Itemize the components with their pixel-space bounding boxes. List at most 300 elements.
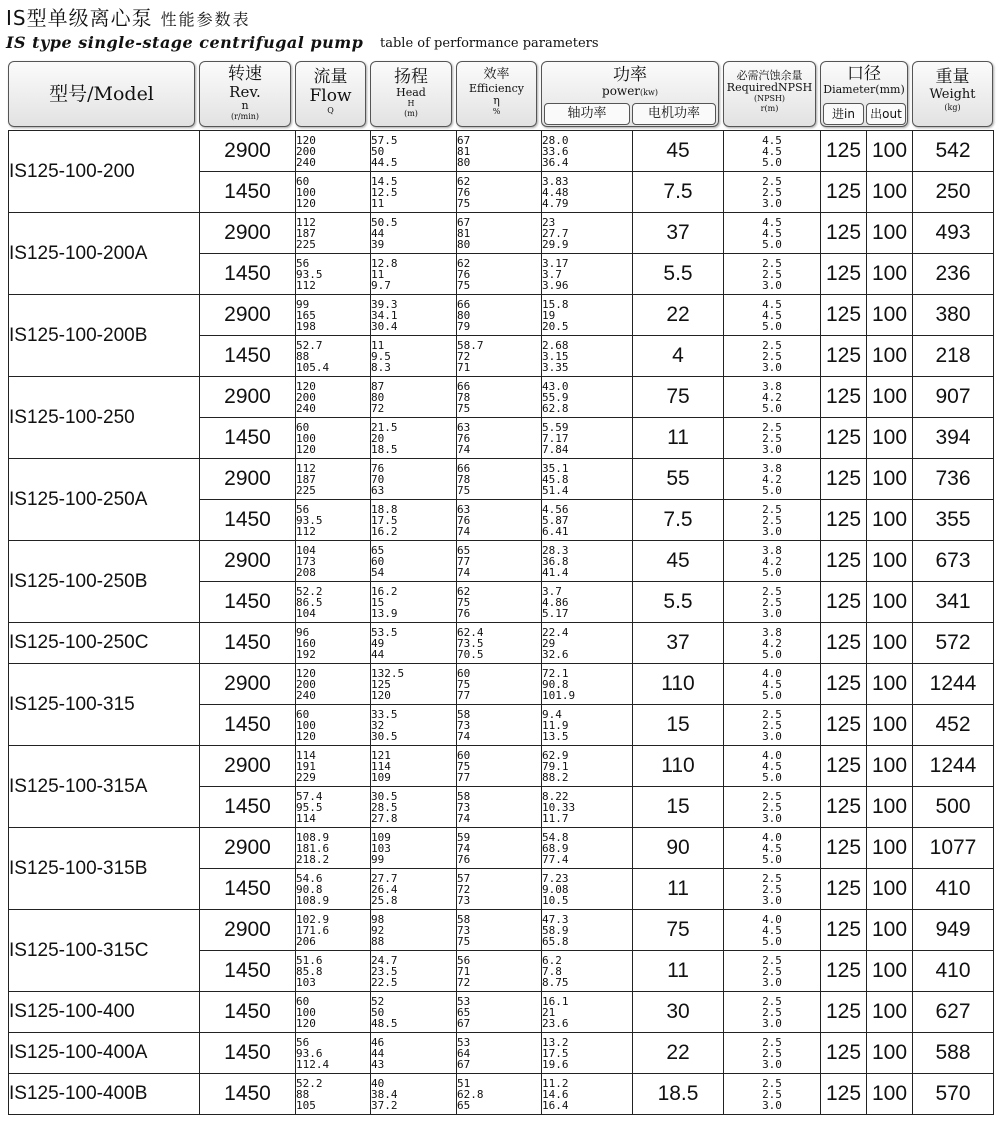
header-dia-cn: 口径 (847, 64, 881, 84)
npsh-cell-value: 4.2 (762, 554, 782, 568)
npsh-cell-value: 3.0 (762, 196, 782, 210)
header-npsh-cn: 必需汽蚀余量 (736, 69, 803, 82)
shaft-power-cell-value: 7.23 (542, 871, 569, 885)
flow-cell-value: 100 (296, 718, 316, 732)
head-cell-value: 50 (371, 1005, 385, 1019)
npsh-cell-value: 2.5 (762, 349, 782, 363)
rev-cell: 1450 (200, 705, 296, 746)
flow-cell-value: 198 (296, 319, 316, 333)
shaft-power-cell-value: 58.9 (542, 923, 569, 937)
efficiency-cell-value: 73 (457, 923, 471, 937)
efficiency-cell (457, 951, 542, 992)
shaft-power-cell (542, 705, 633, 746)
shaft-power-cell-value: 4.48 (542, 185, 569, 199)
flow-cell-value: 240 (296, 688, 316, 702)
header-row (0, 58, 1000, 130)
head-cell-value: 121 (371, 748, 391, 762)
efficiency-cell (457, 746, 542, 787)
head-cell (371, 254, 457, 295)
npsh-cell (724, 336, 821, 377)
shaft-power-cell-value: 28.0 (542, 133, 569, 147)
head-cell-value: 27.7 (371, 871, 398, 885)
head-cell (371, 500, 457, 541)
shaft-power-cell-value: 9.08 (542, 882, 569, 896)
shaft-power-cell-value: 20.5 (542, 319, 569, 333)
efficiency-cell (457, 664, 542, 705)
npsh-cell-value: 5.0 (762, 565, 782, 579)
efficiency-cell-value: 62 (457, 584, 471, 598)
diameter-in-cell: 125 (821, 828, 867, 869)
head-cell-value: 15 (371, 595, 385, 609)
head-cell-value: 132.5 (371, 666, 405, 680)
npsh-cell (724, 418, 821, 459)
npsh-cell-value: 5.0 (762, 770, 782, 784)
diameter-in-cell: 125 (821, 787, 867, 828)
efficiency-cell-value: 77 (457, 554, 471, 568)
header-head-cn: 扬程 (394, 67, 428, 87)
flow-cell-value: 240 (296, 155, 316, 169)
shaft-power-cell-value: 8.22 (542, 789, 569, 803)
head-cell (371, 623, 457, 664)
npsh-cell-value: 2.5 (762, 871, 782, 885)
header-npsh (723, 61, 816, 127)
flow-cell-value: 104 (296, 543, 316, 557)
efficiency-cell-value: 58.7 (457, 338, 484, 352)
table-row (9, 295, 994, 336)
flow-cell-value: 51.6 (296, 953, 323, 967)
efficiency-cell (457, 992, 542, 1033)
diameter-in-cell: 125 (821, 582, 867, 623)
flow-cell-value: 191 (296, 759, 316, 773)
efficiency-cell (457, 582, 542, 623)
header-shaft-power: 轴功率 (544, 103, 630, 125)
header-head-sym: H (407, 99, 415, 108)
head-cell (371, 541, 457, 582)
flow-cell-value: 105.4 (296, 360, 330, 374)
efficiency-cell-value: 76 (457, 852, 471, 866)
shaft-power-cell-value: 13.2 (542, 1035, 569, 1049)
model-cell: IS125-100-315A (9, 746, 200, 828)
flow-cell-value: 52.2 (296, 1076, 323, 1090)
flow-cell (296, 377, 371, 418)
flow-cell-value: 112 (296, 461, 316, 475)
npsh-cell-value: 4.5 (762, 308, 782, 322)
motor-power-cell: 30 (633, 992, 724, 1033)
efficiency-cell-value: 73.5 (457, 636, 484, 650)
efficiency-cell (457, 172, 542, 213)
efficiency-cell (457, 705, 542, 746)
shaft-power-cell-value: 3.35 (542, 360, 569, 374)
npsh-cell-value: 3.0 (762, 278, 782, 292)
header-model-label: 型号/Model (49, 83, 154, 105)
diameter-out-cell: 100 (867, 254, 913, 295)
header-dia-out-en: out (882, 107, 902, 121)
flow-cell-value: 95.5 (296, 800, 323, 814)
npsh-cell-value: 3.0 (762, 1016, 782, 1030)
efficiency-cell (457, 1074, 542, 1115)
efficiency-cell (457, 787, 542, 828)
head-cell-value: 16.2 (371, 524, 398, 538)
flow-cell (296, 459, 371, 500)
npsh-cell-value: 5.0 (762, 688, 782, 702)
shaft-power-cell-value: 9.4 (542, 707, 562, 721)
shaft-power-cell-value: 16.4 (542, 1098, 569, 1112)
efficiency-cell-value: 62.4 (457, 625, 484, 639)
npsh-cell-value: 4.0 (762, 830, 782, 844)
header-flow-en: Flow (309, 86, 352, 106)
head-cell-value: 37.2 (371, 1098, 398, 1112)
table-row (9, 746, 994, 787)
head-cell-value: 38.4 (371, 1087, 398, 1101)
shaft-power-cell-value: 36.8 (542, 554, 569, 568)
weight-cell: 380 (913, 295, 994, 336)
efficiency-cell-value: 75 (457, 196, 471, 210)
head-cell (371, 664, 457, 705)
motor-power-cell: 11 (633, 951, 724, 992)
head-cell (371, 377, 457, 418)
shaft-power-cell-value: 3.7 (542, 267, 562, 281)
header-head (370, 61, 452, 127)
efficiency-cell-value: 66 (457, 379, 471, 393)
model-cell: IS125-100-250 (9, 377, 200, 459)
table-row (9, 910, 994, 951)
efficiency-cell-value: 72 (457, 975, 471, 989)
diameter-in-cell: 125 (821, 295, 867, 336)
npsh-cell-value: 2.5 (762, 964, 782, 978)
flow-cell-value: 200 (296, 390, 316, 404)
rev-cell: 2900 (200, 295, 296, 336)
shaft-power-cell-value: 36.4 (542, 155, 569, 169)
head-cell-value: 80 (371, 390, 385, 404)
efficiency-cell (457, 1033, 542, 1074)
efficiency-cell-value: 77 (457, 770, 471, 784)
shaft-power-cell-value: 22.4 (542, 625, 569, 639)
flow-cell-value: 112 (296, 524, 316, 538)
weight-cell: 410 (913, 951, 994, 992)
weight-cell: 588 (913, 1033, 994, 1074)
shaft-power-cell (542, 910, 633, 951)
flow-cell (296, 418, 371, 459)
shaft-power-cell-value: 7.84 (542, 442, 569, 456)
efficiency-cell-value: 67 (457, 215, 471, 229)
npsh-cell-value: 2.5 (762, 185, 782, 199)
npsh-cell-value: 5.0 (762, 155, 782, 169)
diameter-out-cell: 100 (867, 336, 913, 377)
shaft-power-cell-value: 4.79 (542, 196, 569, 210)
shaft-power-cell-value: 14.6 (542, 1087, 569, 1101)
efficiency-cell (457, 459, 542, 500)
shaft-power-cell-value: 11.7 (542, 811, 569, 825)
diameter-out-cell: 100 (867, 705, 913, 746)
rev-cell: 1450 (200, 500, 296, 541)
npsh-cell-value: 4.5 (762, 144, 782, 158)
npsh-cell-value: 2.5 (762, 789, 782, 803)
header-rev-unit: (r/min) (230, 112, 260, 121)
motor-power-cell: 7.5 (633, 172, 724, 213)
head-cell-value: 23.5 (371, 964, 398, 978)
head-cell (371, 1074, 457, 1115)
shaft-power-cell (542, 500, 633, 541)
diameter-in-cell: 125 (821, 459, 867, 500)
npsh-cell (724, 541, 821, 582)
npsh-cell (724, 172, 821, 213)
head-cell-value: 46 (371, 1035, 385, 1049)
motor-power-cell: 22 (633, 1033, 724, 1074)
head-cell-value: 11 (371, 338, 385, 352)
diameter-out-cell: 100 (867, 131, 913, 172)
npsh-cell (724, 664, 821, 705)
head-cell (371, 869, 457, 910)
shaft-power-cell-value: 43.0 (542, 379, 569, 393)
flow-cell-value: 90.8 (296, 882, 323, 896)
motor-power-cell: 45 (633, 541, 724, 582)
efficiency-cell-value: 75 (457, 483, 471, 497)
head-cell-value: 76 (371, 461, 385, 475)
rev-cell: 1450 (200, 787, 296, 828)
rev-cell: 1450 (200, 582, 296, 623)
shaft-power-cell (542, 1074, 633, 1115)
efficiency-cell-value: 76 (457, 606, 471, 620)
shaft-power-cell-value: 101.9 (542, 688, 576, 702)
head-cell (371, 459, 457, 500)
diameter-in-cell: 125 (821, 213, 867, 254)
npsh-cell-value: 4.2 (762, 636, 782, 650)
shaft-power-cell-value: 5.87 (542, 513, 569, 527)
head-cell-value: 30.5 (371, 789, 398, 803)
shaft-power-cell-value: 54.8 (542, 830, 569, 844)
diameter-in-cell: 125 (821, 131, 867, 172)
motor-power-cell: 45 (633, 131, 724, 172)
npsh-cell (724, 295, 821, 336)
flow-cell-value: 112 (296, 215, 316, 229)
shaft-power-cell-value: 3.7 (542, 584, 562, 598)
diameter-out-cell: 100 (867, 992, 913, 1033)
motor-power-cell: 75 (633, 910, 724, 951)
head-cell (371, 705, 457, 746)
head-cell-value: 9.5 (371, 349, 391, 363)
flow-cell-value: 120 (296, 729, 316, 743)
shaft-power-cell (542, 746, 633, 787)
efficiency-cell-value: 72 (457, 349, 471, 363)
head-cell-value: 70 (371, 472, 385, 486)
head-cell-value: 12.5 (371, 185, 398, 199)
efficiency-cell-value: 70.5 (457, 647, 484, 661)
head-cell-value: 39.3 (371, 297, 398, 311)
header-eff-sym: η (493, 94, 500, 107)
head-cell-value: 18.8 (371, 502, 398, 516)
flow-cell-value: 103 (296, 975, 316, 989)
shaft-power-cell (542, 828, 633, 869)
efficiency-cell-value: 62 (457, 174, 471, 188)
npsh-cell-value: 5.0 (762, 934, 782, 948)
shaft-power-cell-value: 7.17 (542, 431, 569, 445)
flow-cell-value: 100 (296, 185, 316, 199)
weight-cell: 627 (913, 992, 994, 1033)
shaft-power-cell-value: 13.5 (542, 729, 569, 743)
head-cell-value: 33.5 (371, 707, 398, 721)
shaft-power-cell (542, 951, 633, 992)
weight-cell: 1244 (913, 664, 994, 705)
motor-power-cell: 37 (633, 213, 724, 254)
flow-cell-value: 112.4 (296, 1057, 330, 1071)
diameter-in-cell: 125 (821, 172, 867, 213)
efficiency-cell-value: 53 (457, 994, 471, 1008)
diameter-out-cell: 100 (867, 746, 913, 787)
shaft-power-cell-value: 7.8 (542, 964, 562, 978)
npsh-cell-value: 2.5 (762, 595, 782, 609)
shaft-power-cell (542, 172, 633, 213)
efficiency-cell-value: 63 (457, 502, 471, 516)
subtitle: table of performance parameters (380, 36, 599, 51)
efficiency-cell (457, 828, 542, 869)
head-cell-value: 49 (371, 636, 385, 650)
efficiency-cell (457, 377, 542, 418)
efficiency-cell-value: 79 (457, 319, 471, 333)
head-cell-value: 30.5 (371, 729, 398, 743)
flow-cell (296, 541, 371, 582)
rev-cell: 1450 (200, 869, 296, 910)
npsh-cell-value: 2.5 (762, 431, 782, 445)
rev-cell: 2900 (200, 131, 296, 172)
diameter-in-cell: 125 (821, 705, 867, 746)
shaft-power-cell-value: 11.2 (542, 1076, 569, 1090)
npsh-cell-value: 2.5 (762, 718, 782, 732)
head-cell-value: 48.5 (371, 1016, 398, 1030)
flow-cell-value: 108.9 (296, 893, 330, 907)
head-cell-value: 28.5 (371, 800, 398, 814)
efficiency-cell (457, 254, 542, 295)
weight-cell: 493 (913, 213, 994, 254)
flow-cell (296, 992, 371, 1033)
npsh-cell-value: 3.0 (762, 811, 782, 825)
head-cell-value: 52 (371, 994, 385, 1008)
head-cell-value: 25.8 (371, 893, 398, 907)
npsh-cell-value: 2.5 (762, 584, 782, 598)
npsh-cell (724, 131, 821, 172)
npsh-cell-value: 4.5 (762, 297, 782, 311)
head-cell (371, 131, 457, 172)
weight-cell: 452 (913, 705, 994, 746)
shaft-power-cell-value: 47.3 (542, 912, 569, 926)
flow-cell-value: 105 (296, 1098, 316, 1112)
efficiency-cell-value: 81 (457, 226, 471, 240)
weight-cell: 218 (913, 336, 994, 377)
shaft-power-cell-value: 28.3 (542, 543, 569, 557)
table-row (9, 1033, 994, 1074)
diameter-out-cell: 100 (867, 787, 913, 828)
header-efficiency (456, 61, 537, 127)
header-rev-en: Rev. (229, 83, 261, 101)
npsh-cell-value: 2.5 (762, 882, 782, 896)
flow-cell (296, 336, 371, 377)
efficiency-cell-value: 62 (457, 256, 471, 270)
diameter-out-cell: 100 (867, 541, 913, 582)
header-rev (199, 61, 291, 127)
diameter-out-cell: 100 (867, 828, 913, 869)
npsh-cell-value: 4.0 (762, 912, 782, 926)
weight-cell: 572 (913, 623, 994, 664)
header-dia-out (866, 103, 906, 125)
weight-cell: 250 (913, 172, 994, 213)
efficiency-cell-value: 76 (457, 513, 471, 527)
flow-cell-value: 187 (296, 472, 316, 486)
head-cell-value: 109 (371, 770, 391, 784)
head-cell-value: 34.1 (371, 308, 398, 322)
flow-cell (296, 828, 371, 869)
npsh-cell-value: 3.8 (762, 461, 782, 475)
motor-power-cell: 5.5 (633, 582, 724, 623)
motor-power-cell: 18.5 (633, 1074, 724, 1115)
weight-cell: 673 (913, 541, 994, 582)
shaft-power-cell-value: 88.2 (542, 770, 569, 784)
model-cell: IS125-100-400B (9, 1074, 200, 1115)
shaft-power-cell (542, 254, 633, 295)
head-cell-value: 60 (371, 554, 385, 568)
efficiency-cell-value: 73 (457, 718, 471, 732)
header-flow (295, 61, 366, 127)
shaft-power-cell-value: 68.9 (542, 841, 569, 855)
header-eff-cn: 效率 (483, 67, 510, 82)
npsh-cell-value: 2.5 (762, 1005, 782, 1019)
header-power-en: power (602, 84, 641, 98)
flow-cell (296, 254, 371, 295)
rev-cell: 2900 (200, 213, 296, 254)
header-motor-power: 电机功率 (632, 103, 716, 125)
shaft-power-cell (542, 295, 633, 336)
flow-cell-value: 187 (296, 226, 316, 240)
model-cell: IS125-100-315C (9, 910, 200, 992)
weight-cell: 1244 (913, 746, 994, 787)
shaft-power-cell-value: 16.1 (542, 994, 569, 1008)
efficiency-cell (457, 623, 542, 664)
npsh-cell-value: 4.5 (762, 215, 782, 229)
header-npsh-sym: (NPSH) (753, 94, 786, 103)
flow-cell-value: 102.9 (296, 912, 330, 926)
head-cell (371, 992, 457, 1033)
npsh-cell-value: 2.5 (762, 420, 782, 434)
npsh-cell (724, 787, 821, 828)
npsh-cell (724, 705, 821, 746)
header-weight-cn: 重量 (935, 67, 970, 87)
npsh-cell-value: 2.5 (762, 174, 782, 188)
head-cell (371, 910, 457, 951)
efficiency-cell-value: 75 (457, 759, 471, 773)
efficiency-cell-value: 73 (457, 893, 471, 907)
diameter-in-cell: 125 (821, 254, 867, 295)
motor-power-cell: 4 (633, 336, 724, 377)
header-weight-unit: (kg) (944, 103, 961, 112)
npsh-cell (724, 1033, 821, 1074)
motor-power-cell: 55 (633, 459, 724, 500)
header-head-en: Head (396, 86, 426, 99)
header-dia-en: Diameter(mm) (823, 83, 905, 96)
weight-cell: 355 (913, 500, 994, 541)
flow-cell-value: 93.6 (296, 1046, 323, 1060)
shaft-power-cell-value: 65.8 (542, 934, 569, 948)
diameter-out-cell: 100 (867, 418, 913, 459)
flow-cell (296, 1033, 371, 1074)
diameter-out-cell: 100 (867, 869, 913, 910)
efficiency-cell-value: 73 (457, 800, 471, 814)
shaft-power-cell-value: 11.9 (542, 718, 569, 732)
npsh-cell-value: 2.5 (762, 1076, 782, 1090)
shaft-power-cell-value: 17.5 (542, 1046, 569, 1060)
title-cn: IS型单级离心泵 (6, 6, 153, 30)
flow-cell-value: 85.8 (296, 964, 323, 978)
flow-cell (296, 1074, 371, 1115)
rev-cell: 1450 (200, 1074, 296, 1115)
rev-cell: 2900 (200, 541, 296, 582)
